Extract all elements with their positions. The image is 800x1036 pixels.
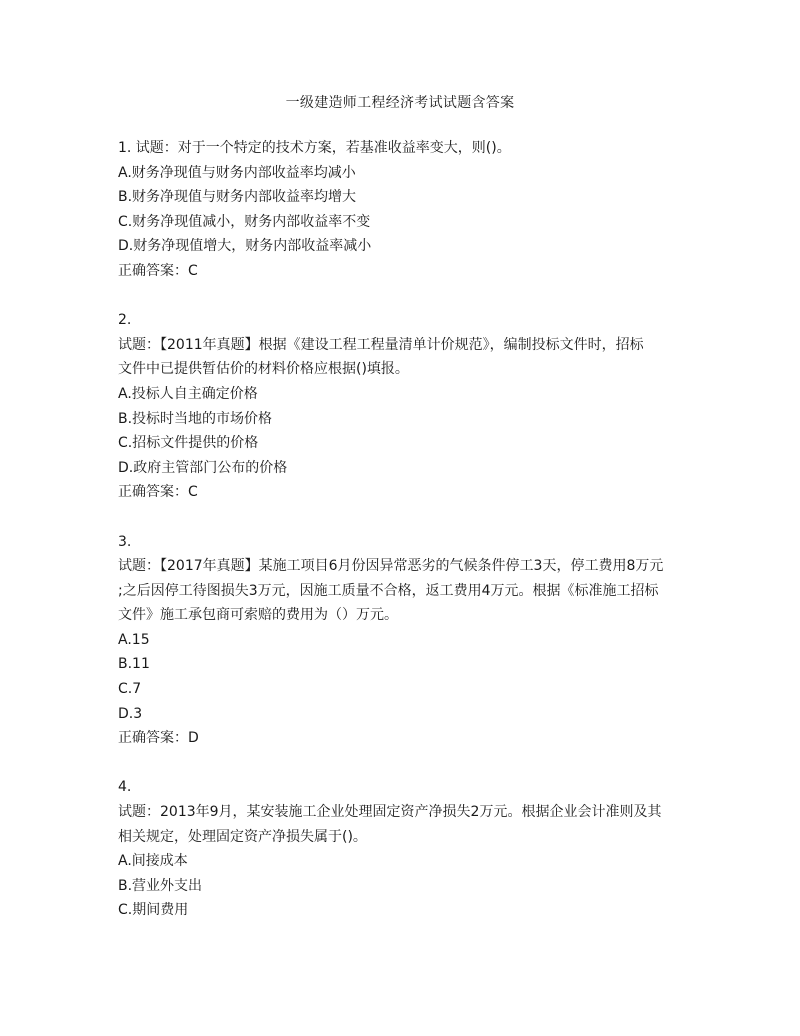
question-4 [118, 775, 688, 923]
option-a: A.投标人自主确定价格 [118, 385, 258, 402]
spacer [118, 284, 688, 309]
question-3 [118, 530, 688, 751]
question-stem-line: 试题：【2017年真题】某施工项目6月份因异常恶劣的气候条件停工3天，停工费用8万元 [118, 558, 664, 575]
option-a: A.15 [118, 631, 150, 648]
question-1 [118, 136, 688, 284]
question-stem-line: 试题：【2011年真题】根据《建设工程工程量清单计价规范》，编制投标文件时，招标 [118, 336, 644, 353]
question-2 [118, 308, 688, 505]
spacer [118, 505, 688, 530]
option-c: C.财务净现值减小，财务内部收益率不变 [118, 213, 371, 230]
document-title: 一级建造师工程经济考试试题含答案 [285, 95, 515, 111]
option-a: A.间接成本 [118, 853, 188, 870]
question-stem-line: 相关规定，处理固定资产净损失属于()。 [118, 828, 367, 845]
question-stem-line: 文件中已提供暂估价的材料价格应根据()填报。 [118, 361, 409, 378]
option-b: B.营业外支出 [118, 877, 203, 894]
question-number: 2. [118, 312, 132, 329]
option-d: D.3 [118, 705, 143, 722]
option-b: B.财务净现值与财务内部收益率均增大 [118, 189, 357, 206]
spacer [118, 751, 688, 776]
question-stem-line: ;之后因停工待图损失3万元，因施工质量不合格，返工费用4万元。根据《标准施工招标 [118, 582, 659, 599]
option-c: C.招标文件提供的价格 [118, 435, 259, 452]
option-c: C.期间费用 [118, 902, 189, 919]
option-b: B.11 [118, 656, 150, 673]
option-c: C.7 [118, 681, 142, 698]
question-number: 3. [118, 533, 132, 550]
option-d: D.政府主管部门公布的价格 [118, 459, 288, 476]
option-a: A.财务净现值与财务内部收益率均减小 [118, 164, 356, 181]
question-number: 4. [118, 779, 132, 796]
question-list [118, 136, 688, 923]
option-d: D.财务净现值增大，财务内部收益率减小 [118, 238, 372, 255]
option-b: B.投标时当地的市场价格 [118, 410, 273, 427]
answer-line: 正确答案：C [118, 262, 198, 279]
question-stem-line: 1. 试题：对于一个特定的技术方案，若基准收益率变大，则()。 [118, 140, 511, 156]
answer-line: 正确答案：D [118, 730, 199, 747]
answer-line: 正确答案：C [118, 484, 198, 501]
question-stem-line: 试题：2013年9月，某安装施工企业处理固定资产净损失2万元。根据企业会计准则及其 [118, 804, 662, 821]
question-stem-line: 文件》施工承包商可索赔的费用为（）万元。 [118, 607, 398, 624]
